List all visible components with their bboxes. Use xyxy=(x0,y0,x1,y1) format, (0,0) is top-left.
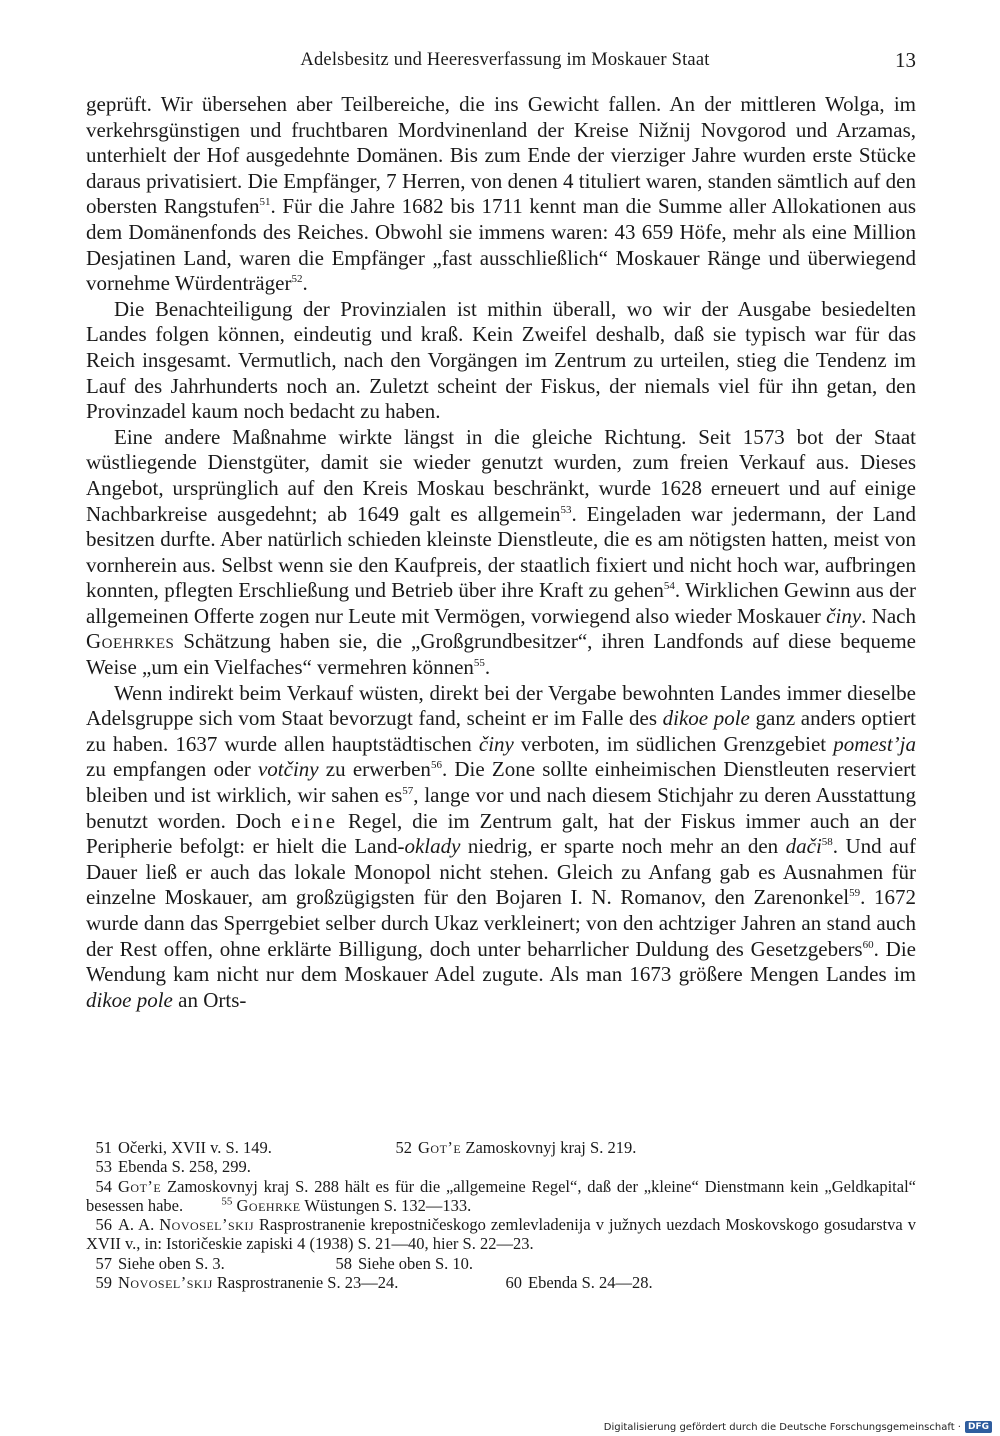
paragraph xyxy=(86,92,916,297)
text-run: . 1672 wurde dann das Sperrgebiet selber durch Ukaz verkleinert; von den achtziger Jahren an stand auch der Rest offen, ohne erklärte Billigung, doch unter beharrlicher Duldung des Gesetzgebers xyxy=(86,885,917,961)
text-run: niedrig, er sparte noch mehr an den xyxy=(460,834,786,859)
text-run: . Wirklichen Gewinn aus der allgemeinen Offerte zogen nur Leute mit Vermögen, vorwiegend also wieder Moskauer xyxy=(86,578,916,628)
text-run: verboten, im südlichen Grenzgebiet xyxy=(513,731,834,756)
paragraph xyxy=(86,681,916,1014)
emphasis: eine xyxy=(291,808,339,833)
footer-text: Digitalisierung gefördert durch die Deutsche Forschungsgemeinschaft · xyxy=(603,1421,961,1433)
footnote-ref: 51 xyxy=(259,196,271,209)
text-run: ganz anders optiert zu haben. 1637 wurde allen hauptstädtischen xyxy=(86,706,916,756)
footnote-52: 52 Got’e Zamoskovnyj kraj S. 219. xyxy=(395,1138,637,1157)
main-text xyxy=(86,92,916,1013)
footnote-ref: 52 xyxy=(291,273,303,286)
paragraph xyxy=(86,425,916,681)
text-run: . Nach xyxy=(861,603,916,628)
footnote-59: 59 Novosel’skij Rasprostranenie S. 23—24. xyxy=(95,1273,399,1293)
text-run: zu erwerben xyxy=(318,757,431,782)
running-header: Adelsbesitz und Heeresverfassung im Moskauer Staat xyxy=(300,50,710,70)
footnote-row xyxy=(86,1254,916,1273)
italic-term: dači xyxy=(785,834,822,859)
footnote-56: 56 A. A. Novosel’skij Rasprostranenie krepostničeskogo zemlevladenija v južnych uezdach Moskovskogo gosudarstva v XVII v., in: Istoričeskie zapiski 4 (1938) S. 21—40, hier S. 22—23. xyxy=(86,1215,916,1254)
italic-term: dikoe pole xyxy=(86,987,173,1012)
footnote-57: 57 Siehe oben S. 3. xyxy=(95,1253,225,1273)
footnote-ref: 54 xyxy=(663,580,675,593)
digitization-footer xyxy=(604,1419,992,1435)
text-run: . xyxy=(302,271,308,296)
text-run: an Orts- xyxy=(172,987,247,1012)
footnote-ref: 57 xyxy=(402,785,414,798)
italic-term: dikoe pole xyxy=(662,706,750,731)
text-run: . Für die Jahre 1682 bis 1711 kennt man die Summe aller Allokationen aus dem Domänenfonds des Reiches. Obwohl sie immens waren: 43 659 Höfe, mehr als eine Million Desjatinen Land, waren die Empfänger „fast ausschließlich“ Moskauer Ränge und überwiegend vornehme Würdenträger xyxy=(86,194,916,296)
text-run: geprüft. Wir übersehen aber Teilbereiche, die ins Gewicht fallen. An der mittleren Wolga, im verkehrsgünstigen und fruchtbaren Mordvinenland der Kreise Nižnij Novgorod und Arzamas, unterhielt der Hof ausgedehnte Domänen. Bis zum Ende der vierziger Jahre wurden erste Stücke daraus privatisiert. Die Empfänger, 7 Herren, von denen 4 tituliert waren, standen sämtlich auf den obersten Rangstufen xyxy=(86,92,916,219)
text-run: Die Benachteiligung der Provinzialen ist mithin überall, wo wir der Ausgabe besiedelten Landes folgen können, eindeutig und kraß. Kein Zweifel deshalb, daß sie typisch war für das Reich insgesamt. Vermutlich, nach den Vorgängen im Zentrum zu urteilen, stieg die Tendenz im Lauf des Jahrhunderts noch an. Zuletzt scheint der Fiskus, der niemals viel für ihn getan, den Provinzadel kaum noch bedacht zu haben. xyxy=(86,296,916,424)
text-run: Regel, die im Zentrum galt, hat der Fiskus immer auch an der Peripherie befolgt: er hielt die Land- xyxy=(86,808,917,859)
text-run: Eine andere Maßnahme wirkte längst in die gleiche Richtung. Seit 1573 bot der Staat wüstliegende Dienstgüter, damit sie wieder genutzt wurden, zum freien Verkauf aus. Dieses Angebot, ursprünglich auf den Kreis Moskau beschränkt, wurde 1628 erneuert und auf einige Nachbarkreise ausgedehnt; ab 1649 galt es allgemein xyxy=(86,424,916,526)
text-run: zu empfangen oder xyxy=(86,757,258,782)
italic-term: činy xyxy=(826,603,862,628)
footnote-ref: 58 xyxy=(821,836,833,849)
text-run: Schätzung haben sie, die „Großgrundbesitzer“, ihren Landfonds auf diese bequeme Weise „um ein Vielfaches“ vermehren können xyxy=(86,629,916,680)
footnote-ref: 56 xyxy=(430,759,442,772)
footnote-54: 54 Got’e Zamoskovnyj kraj S. 288 hält es für die „allgemeine Regel“, daß der „kleine“ Dienstmann kein „Geldkapital“ besessen habe. $^{55}$ Goehrke Wüstungen S. 132—133. xyxy=(86,1176,916,1215)
footnote-51: 51 Očerki, XVII v. S. 149. xyxy=(95,1138,272,1157)
text-run: . Die Wendung kam nicht nur dem Moskauer Adel zugute. Als man 1673 größere Mengen Landes im xyxy=(86,936,916,987)
footnote-ref: 55 xyxy=(473,657,485,670)
italic-term: votčiny xyxy=(257,757,319,782)
paragraph xyxy=(86,297,916,425)
footnote-row xyxy=(86,1273,916,1292)
footnote-58: 58 Siehe oben S. 10. xyxy=(335,1253,474,1273)
text-run: . Und auf Dauer ließ er auch das lokale Monopol nicht stehen. Gleich zu Anfang gab es Ausnahmen für einzelne Moskauer, am großzügigsten für den Bojaren I. N. Romanov, den Zarenonkel xyxy=(86,834,916,910)
italic-term: činy xyxy=(478,731,514,756)
author-name: Goehrkes xyxy=(86,629,175,654)
text-run: Wenn indirekt beim Verkauf wüsten, direkt bei der Vergabe bewohnten Landes immer dieselbe Adelsgruppe sich vom Staat bevorzugt fand, scheint er im Falle des xyxy=(86,680,916,731)
page-number: 13 xyxy=(895,48,916,72)
text-run: . xyxy=(484,655,491,680)
footnote-53: 53 Ebenda S. 258, 299. xyxy=(95,1157,251,1177)
dfg-logo: DFG xyxy=(965,1421,992,1433)
footnote-60: 60 Ebenda S. 24—28. xyxy=(505,1273,653,1293)
footnote-ref: 59 xyxy=(849,887,861,900)
footnote-row xyxy=(86,1138,916,1157)
text-run: , lange vor und nach diesem Stichjahr zu deren Ausstattung benutzt worden. Doch xyxy=(86,783,916,833)
italic-term: oklady xyxy=(404,834,461,859)
footnote-ref: 53 xyxy=(560,503,572,516)
italic-term: pomest’ja xyxy=(833,731,917,756)
text-run: . Eingeladen war jedermann, der Land besitzen durfte. Aber natürlich schieden kleinste Dienstleute, die es am nötigsten hatten, meist von vornherein aus. Selbst wenn sie den Kaufpreis, der staatlich fixiert und nicht hoch war, aufbringen konnten, pflegten Erschließung und Betrieb über ihre Kraft zu gehen xyxy=(86,501,916,603)
footnotes xyxy=(86,1138,916,1292)
footnote-ref: 60 xyxy=(862,938,874,951)
footnote-55: $^{55}$ Goehrke Wüstungen S. 132—133. xyxy=(221,1195,472,1215)
text-run: . Die Zone sollte einheimischen Dienstleuten reserviert bleiben und ist wirklich, wir sahen es xyxy=(86,757,916,808)
